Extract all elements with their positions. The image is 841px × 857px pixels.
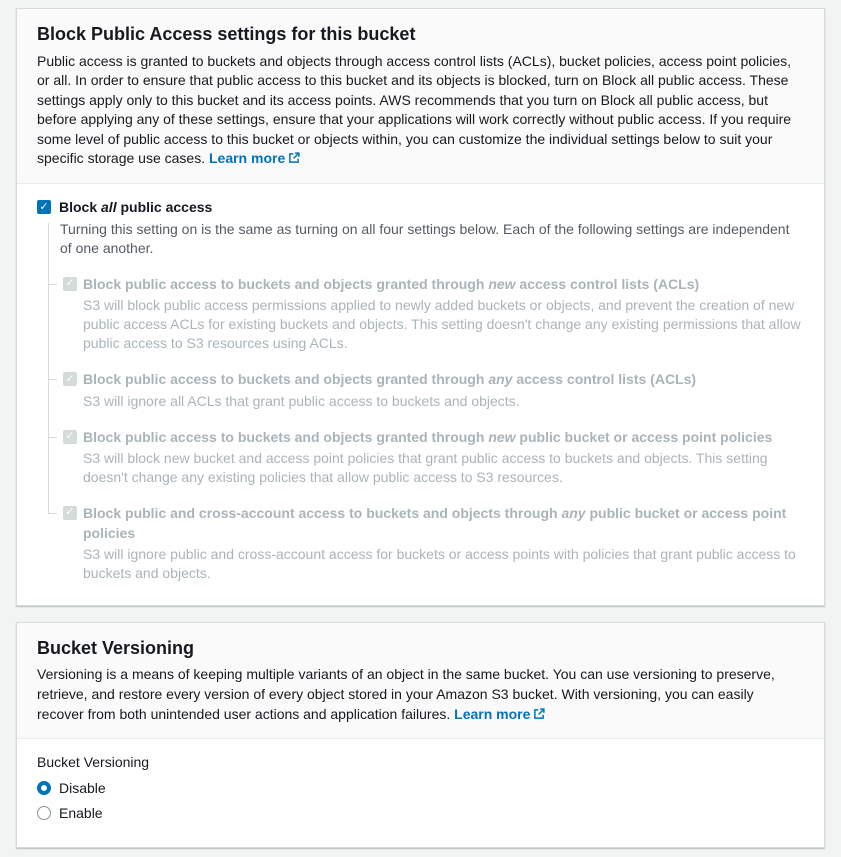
label-italic: new xyxy=(488,275,516,292)
sub-setting-checkbox-any-acls xyxy=(63,372,77,386)
label-prefix: Block xyxy=(59,199,102,216)
sub-setting-title xyxy=(83,370,804,390)
sub-setting-title xyxy=(83,275,804,295)
block-all-public-access-description: Turning this setting on is the same as turning on all four settings below. Each of the following settings are independent of one another. xyxy=(48,220,804,258)
sub-setting-description: S3 will block public access permissions applied to newly added buckets or objects, and prevent the creation of new public access ACLs for existing buckets and objects. This setting doesn't change any existing permissions that allow public access to S3 resources using ACLs. xyxy=(83,297,801,352)
label-suffix: access control lists (ACLs) xyxy=(515,275,700,292)
sub-setting-checkbox-cross-account xyxy=(63,506,77,520)
sub-setting-description: S3 will ignore all ACLs that grant public access to buckets and objects. xyxy=(83,392,520,409)
sub-setting-block-cross-account xyxy=(48,504,804,583)
sub-setting-block-any-acls xyxy=(48,370,804,410)
bucket-versioning-title: Bucket Versioning xyxy=(37,637,195,658)
sub-setting-title xyxy=(83,428,804,448)
learn-more-link[interactable] xyxy=(209,150,300,166)
bucket-versioning-field-label: Bucket Versioning xyxy=(37,754,150,771)
label-prefix: Block public access to buckets and objects granted through xyxy=(83,428,489,445)
disable-radio-label: Disable xyxy=(59,780,106,797)
bucket-versioning-header xyxy=(17,623,824,739)
block-public-access-card xyxy=(16,8,825,606)
bucket-versioning-description xyxy=(37,665,804,725)
sub-settings-tree xyxy=(48,275,804,583)
sub-setting-description: S3 will block new bucket and access point policies that grant public access to buckets and objects. This setting doesn't change any existing policies that allow public access to S3 resources. xyxy=(83,450,768,486)
label-italic: new xyxy=(488,428,516,445)
bucket-versioning-content xyxy=(17,739,824,847)
learn-more-label: Learn more xyxy=(454,705,531,722)
block-public-access-title: Block Public Access settings for this bucket xyxy=(37,24,416,44)
sub-setting-checkbox-new-acls xyxy=(63,277,77,291)
label-prefix: Block public access to buckets and objects granted through xyxy=(83,371,489,388)
versioning-enable-option[interactable] xyxy=(37,805,804,821)
external-link-icon xyxy=(533,706,545,726)
sub-setting-block-new-acls xyxy=(48,275,804,353)
learn-more-label: Learn more xyxy=(208,150,286,167)
label-prefix: Block public access to buckets and objects granted through xyxy=(83,275,489,292)
label-suffix: public bucket or access point policies xyxy=(515,428,773,445)
bucket-versioning-card xyxy=(16,622,825,848)
sub-setting-block-new-policies xyxy=(48,428,804,487)
label-italic: any xyxy=(488,371,513,388)
sub-setting-title xyxy=(83,504,804,543)
block-all-public-access-row[interactable] xyxy=(37,199,804,215)
label-suffix: public bucket or access point policies xyxy=(83,504,787,541)
bucket-versioning-description-text: Versioning is a means of keeping multiple variants of an object in the same bucket. You can use versioning to preserve, retrieve, and restore every version of every object stored in your Amazon S3 bucket. With versioning, you can easily recover from both unintended user actions and application failures. xyxy=(37,666,775,722)
label-prefix: Block public and cross-account access to buckets and objects through xyxy=(83,504,562,521)
label-suffix: access control lists (ACLs) xyxy=(512,371,697,388)
sub-setting-description: S3 will ignore public and cross-account access for buckets or access points with policies that grant public access to buckets and objects. xyxy=(83,546,796,582)
learn-more-link[interactable] xyxy=(454,706,545,722)
block-public-access-header xyxy=(17,9,824,184)
label-italic: any xyxy=(561,504,586,521)
block-public-access-description-text: Public access is granted to buckets and objects through access control lists (ACLs), bucket policies, access point policies, or all. In order to ensure that public access to this bucket and its objects is blocked, turn on Block all public access. These settings apply only to this bucket and its access points. AWS recommends that you turn on Block all public access, but before applying any of these settings, ensure that your applications will work correctly without public access. If you require some level of public access to this bucket or objects within, you can customize the individual settings below to suit your specific storage use cases. xyxy=(37,52,792,167)
sub-setting-checkbox-new-policies xyxy=(63,430,77,444)
label-italic: all xyxy=(101,199,117,216)
versioning-disable-option[interactable] xyxy=(37,780,804,796)
block-public-access-content xyxy=(17,184,824,605)
label-suffix: public access xyxy=(116,199,213,216)
disable-radio[interactable] xyxy=(37,781,51,795)
block-all-public-access-label xyxy=(59,199,212,215)
enable-radio-label: Enable xyxy=(59,805,103,822)
block-all-public-access-checkbox[interactable] xyxy=(37,200,51,214)
external-link-icon xyxy=(288,150,300,170)
block-public-access-description xyxy=(37,52,804,171)
enable-radio[interactable] xyxy=(37,806,51,820)
